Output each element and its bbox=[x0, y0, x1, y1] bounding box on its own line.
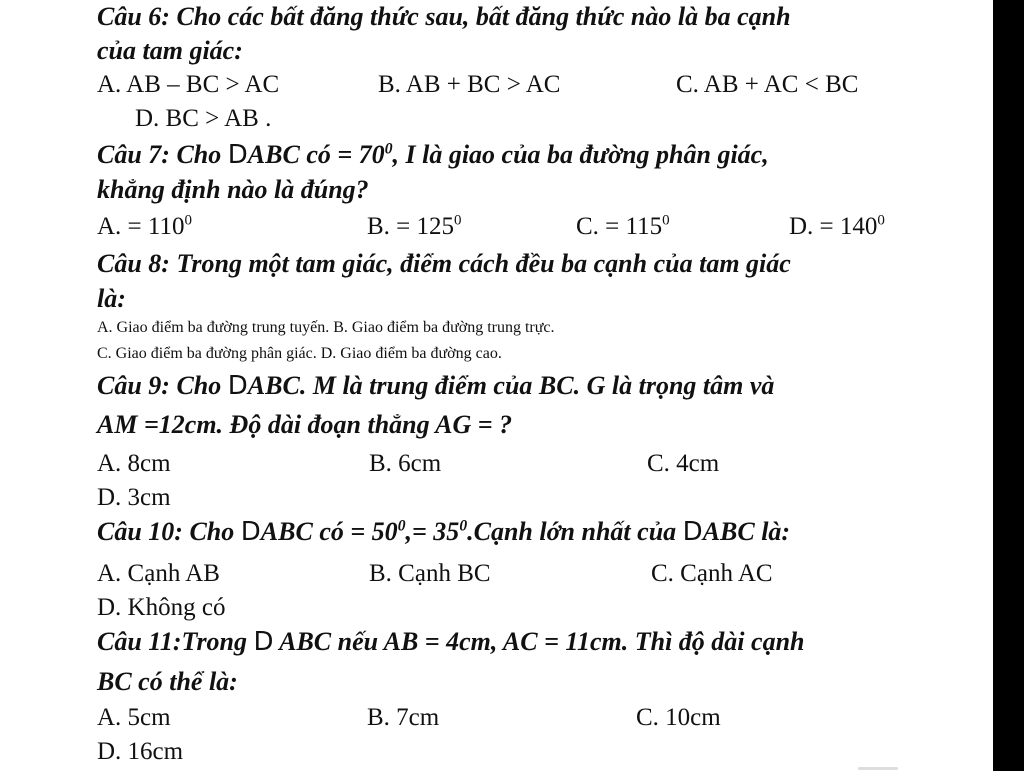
q6-line-1: Câu 6: Cho các bất đăng thức sau, bất đăng thức nào là ba cạnh bbox=[97, 2, 791, 31]
q9-line-2: AM =12cm. Độ dài đoạn thẳng AG = ? bbox=[97, 410, 513, 439]
q10-question-text: .Cạnh lớn nhất của bbox=[467, 517, 683, 546]
q11-line-1 bbox=[97, 629, 805, 655]
q7-option-d bbox=[789, 214, 885, 239]
q7-option-d-text: D. = 140 bbox=[789, 213, 878, 240]
q6-option-d: D. BC > AB . bbox=[135, 105, 272, 132]
q9-suffix: ABC. M là trung điểm của BC. G là trọng tâm và bbox=[247, 371, 775, 400]
q7-angle-text: ABC có = 70 bbox=[247, 140, 385, 169]
q9-line-1 bbox=[97, 373, 774, 399]
triangle-symbol: D bbox=[682, 517, 703, 547]
q7-prefix: Câu 7: Cho bbox=[97, 140, 228, 169]
q9-prefix: Câu 9: Cho bbox=[97, 371, 228, 400]
degree-sup: 0 bbox=[877, 212, 885, 229]
q7-option-c-text: C. = 115 bbox=[576, 213, 663, 240]
q11-prefix: Câu 11:Trong bbox=[97, 627, 254, 656]
q10-suffix: ABC là: bbox=[702, 517, 791, 546]
q11-option-b: B. 7cm bbox=[367, 704, 440, 731]
q11-option-d: D. 16cm bbox=[97, 738, 184, 765]
scan-smudge bbox=[858, 767, 898, 770]
q11-suffix: ABC nếu AB = 4cm, AC = 11cm. Thì độ dài cạnh bbox=[273, 627, 805, 656]
q7-line-1 bbox=[97, 142, 769, 168]
q10-option-d: D. Không có bbox=[97, 594, 226, 621]
q8-line-1: Câu 8: Trong một tam giác, điểm cách đều ba cạnh của tam giác bbox=[97, 249, 791, 278]
degree-sup: 0 bbox=[454, 212, 462, 229]
q7-option-b bbox=[367, 214, 462, 239]
degree-sup: 0 bbox=[184, 212, 192, 229]
q8-options-line-1: A. Giao điểm ba đường trung tuyến. B. Giao điểm ba đường trung trực. bbox=[97, 319, 555, 336]
right-edge-bar bbox=[993, 0, 1024, 771]
q10-angle-2: ,= 35 bbox=[405, 517, 460, 546]
q11-option-c: C. 10cm bbox=[636, 704, 721, 731]
q10-prefix: Câu 10: Cho bbox=[97, 517, 241, 546]
q6-option-a: A. AB – BC > AC bbox=[97, 71, 280, 98]
q7-option-c bbox=[576, 214, 670, 239]
q8-options-line-2: C. Giao điểm ba đường phân giác. D. Giao điểm ba đường cao. bbox=[97, 345, 502, 362]
triangle-symbol: D bbox=[253, 627, 274, 657]
q7-option-a bbox=[97, 214, 192, 239]
q9-option-b: B. 6cm bbox=[369, 450, 442, 477]
q7-suffix: , I là giao của ba đường phân giác, bbox=[392, 140, 769, 169]
degree-sup: 0 bbox=[662, 212, 670, 229]
triangle-symbol: D bbox=[227, 371, 248, 401]
q10-angle-1: ABC có = 50 bbox=[260, 517, 398, 546]
degree-sup: 0 bbox=[384, 140, 393, 158]
triangle-symbol: D bbox=[240, 517, 261, 547]
degree-sup: 0 bbox=[459, 517, 468, 535]
degree-sup: 0 bbox=[397, 517, 406, 535]
q9-option-c: C. 4cm bbox=[647, 450, 720, 477]
q7-line-2: khẳng định nào là đúng? bbox=[97, 175, 369, 204]
q11-option-a: A. 5cm bbox=[97, 704, 171, 731]
q10-line-1 bbox=[97, 519, 790, 545]
q7-option-a-text: A. = 110 bbox=[97, 213, 185, 240]
q9-option-a: A. 8cm bbox=[97, 450, 171, 477]
q11-line-2: BC có thể là: bbox=[97, 667, 238, 696]
q10-option-c: C. Cạnh AC bbox=[651, 560, 773, 587]
q10-option-a: A. Cạnh AB bbox=[97, 560, 220, 587]
q10-option-b: B. Cạnh BC bbox=[369, 560, 491, 587]
q9-option-d: D. 3cm bbox=[97, 484, 171, 511]
q8-line-2: là: bbox=[97, 284, 126, 313]
q6-option-c: C. AB + AC < BC bbox=[676, 71, 859, 98]
q6-option-b: B. AB + BC > AC bbox=[378, 71, 561, 98]
triangle-symbol: D bbox=[227, 140, 248, 170]
q6-line-2: của tam giác: bbox=[97, 36, 243, 65]
q7-option-b-text: B. = 125 bbox=[367, 213, 455, 240]
